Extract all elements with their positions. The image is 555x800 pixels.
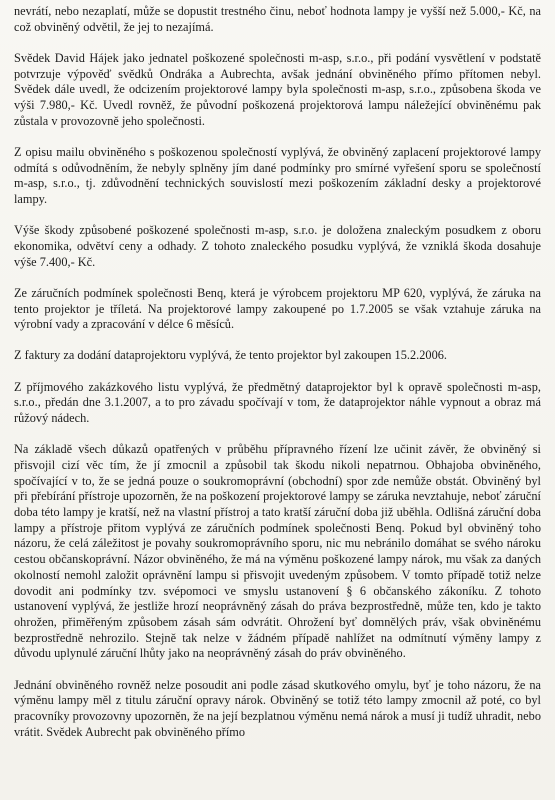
paragraph-conclusion: Na základě všech důkazů opatřených v průběhu přípravného řízení lze učinit závěr, že obviněný si přisvojil cizí věc tím, že jí zmocnil a způsobil tak škodu nikoli nepatrnou. Obhajoba obviněného, spočívající v to, že se jedná pouze o soukromoprávní (obchodní) spor zde nemůže obstát. Obviněný byl při přebírání přístroje upozorněn, že na poškození projektorové lampy se záruka nevztahuje, neboť záruční doba této lampy je kratší, než na vlastní přístroj a tato kratší záruční doba již uběhla. Odlišná záruční doba lampy a přístroje přitom vyplývá ze záručních podmínek společnosti Benq. Pokud byl obviněný toho názoru, že celá záležitost je povahy soukromoprávního sporu, nic mu nebránilo domáhat se svého nároku cestou občanskoprávní. Názor obviněného, že má na výměnu poškozené lampy nárok, mu však za daných okolností nemohl založit oprávnění lampu si přisvojit uvedeným způsobem. V tomto případě totiž nelze dovodit ani podmínky tzv. svépomoci ve smyslu ustanovení § 6 občanského zákoníku. Z tohoto ustanovení vyplývá, že jestliže hrozí neoprávněný zásah do práva bezprostředně, může ten, kdo je takto ohrožen, přiměřeným způsobem zásah sám odvrátit. Ohrožení byť domnělých práv, však obviněnému bezprostředně nehrozilo. Stejně tak nelze v žádném případě nahlížet na odmítnutí výměny lampy z důvodu uplynulé záruční lhůty jako na neoprávněný zásah do práv obviněného. (14, 442, 541, 661)
paragraph-warranty-terms: Ze záručních podmínek společnosti Benq, která je výrobcem projektoru MP 620, vyplývá, že záruka na tento projektor je tříletá. Na projektorové lampy zakoupené po 1.7.2005 se však vztahuje záruka na výrobní vady a zpracování v délce 6 měsíců. (14, 285, 541, 332)
paragraph-damage-amount: Výše škody způsobené poškozené společnosti m-asp, s.r.o. je doložena znaleckým posudkem z oboru ekonomika, odvětví ceny a odhady. Z tohoto znaleckého posudku vyplývá, že vzniklá škoda dosahuje výše 7.400,- Kč. (14, 223, 541, 269)
paragraph-invoice: Z faktury za dodání dataprojektoru vyplývá, že tento projektor byl zakoupen 15.2.2006. (14, 348, 448, 363)
paragraph-order-sheet: Z příjmového zakázkového listu vyplývá, že předmětný dataprojektor byl k opravě společnosti m-asp, s.r.o., předán dne 3.1.2007, a to pro závadu spočívají v tom, že dataprojektor náhle vypnout a obraz má růžový nádech. (14, 379, 541, 426)
paragraph-factual-error: Jednání obviněného rovněž nelze posoudit ani podle zásad skutkového omylu, byť je toho názoru, že na výměnu lampy měl z titulu záruční opravy nárok. Obviněný se totiž této lampy zmocnil až poté, co byl pracovníky provozovny upozorněn, že na její bezplatnou výměnu nemá nárok a musí ji tudíž uhradit, nebo vrátit. Svědek Aubrecht pak obviněného přímo (14, 677, 541, 739)
paragraph-lamp-value: nevrátí, nebo nezaplatí, může se dopustit trestného činu, neboť hodnota lampy je vyšší než 5.000,- Kč, na což obviněný odvětil, že jej to nezajímá. (14, 4, 541, 34)
paragraph-email-copy: Z opisu mailu obviněného s poškozenou společností vyplývá, že obviněný zaplacení projektorové lampy odmítá s odůvodněním, že nebyly splněny jím dané podmínky pro smírné vyřešení sporu se společností m-asp, s.r.o., tj. zdůvodnění technických souvislostí mezi poškozením základní desky a projektorové lampy. (14, 144, 541, 207)
paragraph-witness-hajek: Svědek David Hájek jako jednatel poškozené společnosti m-asp, s.r.o., při podání vysvětlení v podstatě potvrzuje výpověď svědků Ondráka a Aubrechta, avšak jednání obviněného přímo přítomen nebyl. Svědek dále uvedl, že odcizením projektorové lampy byla společnosti m-asp, s.r.o., způsobena škoda ve výši 7.980,- Kč. Uvedl rovněž, že původní poškozená projektorová lampu náležející obviněnému pak zůstala v provozovně jeho společnosti. (14, 50, 541, 128)
